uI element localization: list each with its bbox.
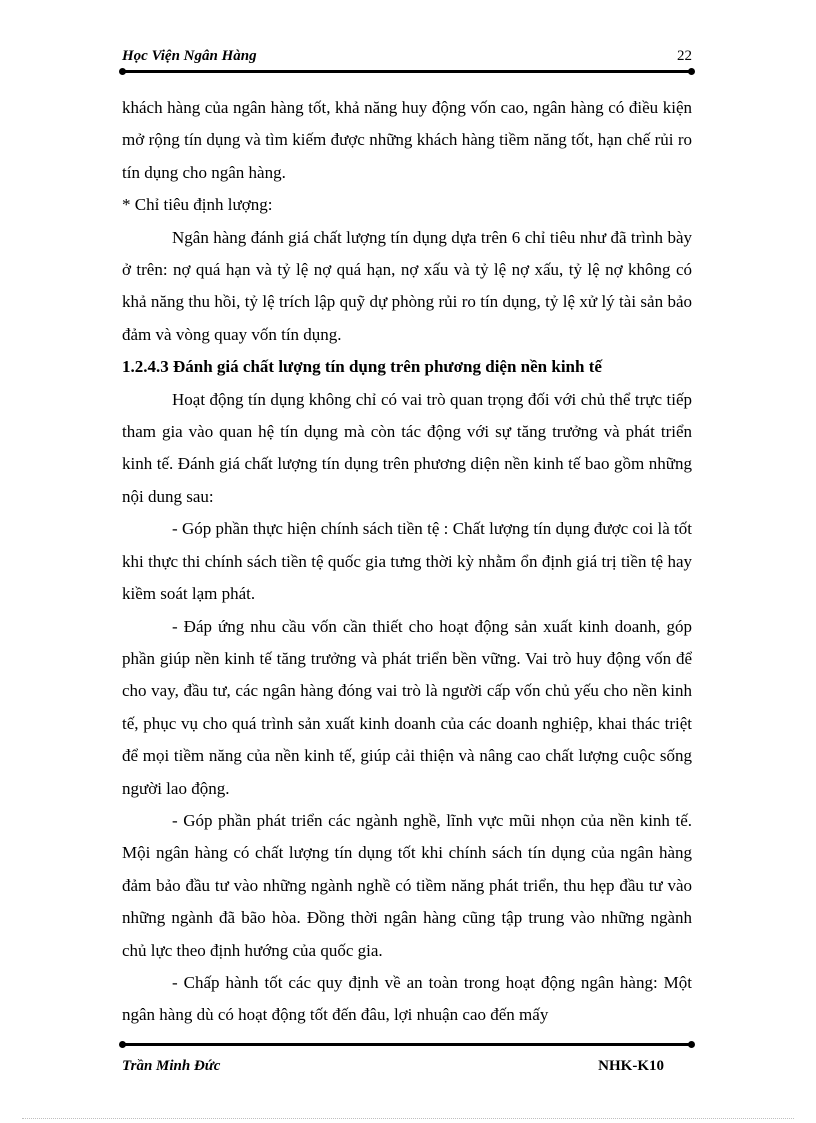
paragraph-key-sectors: - Góp phần phát triển các ngành nghề, lĩnh vực mũi nhọn của nền kinh tế. Mội ngân hàng có chất lượng tín dụng tốt khi chính sách tín dụng của ngân hàng đảm bảo đầu tư vào những ngành nghề có tiềm năng phát triển, thu hẹp đầu tư vào những ngành đã bão hòa. Đồng thời ngân hàng cũng tập trung vào những ngành chủ lực theo định hướng của quốc gia.	[122, 810, 692, 960]
paragraph-safety-rules: - Chấp hành tốt các quy định về an toàn trong hoạt động ngân hàng: Một ngân hàng dù có hoạt động tốt đến đâu, lợi nhuận cao đến mấy	[122, 972, 692, 1025]
paragraph-quantitative-criteria: Ngân hàng đánh giá chất lượng tín dụng dựa trên 6 chỉ tiêu như đã trình bày ở trên: nợ quá hạn và tỷ lệ nợ quá hạn, nợ xấu và tỷ lệ nợ xấu, tỷ lệ nợ không có khả năng thu hồi, tỷ lệ trích lập quỹ dự phòng rủi ro tín dụng, tỷ lệ xử lý tài sản bảo đảm và vòng quay vốn tín dụng.	[122, 227, 692, 344]
footer-rule	[122, 1043, 692, 1046]
paragraph-intro: Hoạt động tín dụng không chỉ có vai trò quan trọng đối với chủ thể trực tiếp tham gia vào quan hệ tín dụng mà còn tác động với sự tăng trưởng và phát triển kinh tế. Đánh giá chất lượng tín dụng trên phương diện nền kinh tế bao gồm những nội dung sau:	[122, 389, 692, 506]
page-number: 22	[677, 48, 692, 64]
document-body	[122, 92, 692, 1032]
page-edge-divider	[22, 1118, 794, 1119]
footer-code: NHK-K10	[598, 1058, 664, 1074]
header-title: Học Viện Ngân Hàng	[122, 48, 257, 64]
header-rule	[122, 70, 692, 73]
page-header	[122, 48, 694, 68]
paragraph-continuation: khách hàng của ngân hàng tốt, khả năng huy động vốn cao, ngân hàng có điều kiện mở rộng tín dụng và tìm kiếm được những khách hàng tiềm năng tốt, hạn chế rủi ro tín dụng cho ngân hàng.	[122, 98, 692, 182]
page-footer	[122, 1058, 692, 1078]
paragraph-capital-needs: - Đáp ứng nhu cầu vốn cần thiết cho hoạt động sản xuất kinh doanh, góp phần giúp nền kinh tế tăng trưởng và phát triển bền vững. Vai trò huy động vốn để cho vay, đầu tư, các ngân hàng đóng vai trò là người cấp vốn chủ yếu cho nền kinh tế, phục vụ cho quá trình sản xuất kinh doanh của các doanh nghiệp, khai thác triệt để mọi tiềm năng của nền kinh tế, giúp cải thiện và nâng cao chất lượng cuộc sống người lao động.	[122, 616, 692, 798]
footer-author: Trần Minh Đức	[122, 1058, 221, 1074]
paragraph-monetary-policy: - Góp phần thực hiện chính sách tiền tệ : Chất lượng tín dụng được coi là tốt khi thực thi chính sách tiền tệ quốc gia tưng thời kỳ nhằm ổn định giá trị tiền tệ hay kiềm soát lạm phát.	[122, 519, 692, 604]
paragraph-quantitative-label: * Chỉ tiêu định lượng:	[122, 195, 273, 215]
section-heading: 1.2.4.3 Đánh giá chất lượng tín dụng trên phương diện nền kinh tế	[122, 357, 602, 377]
